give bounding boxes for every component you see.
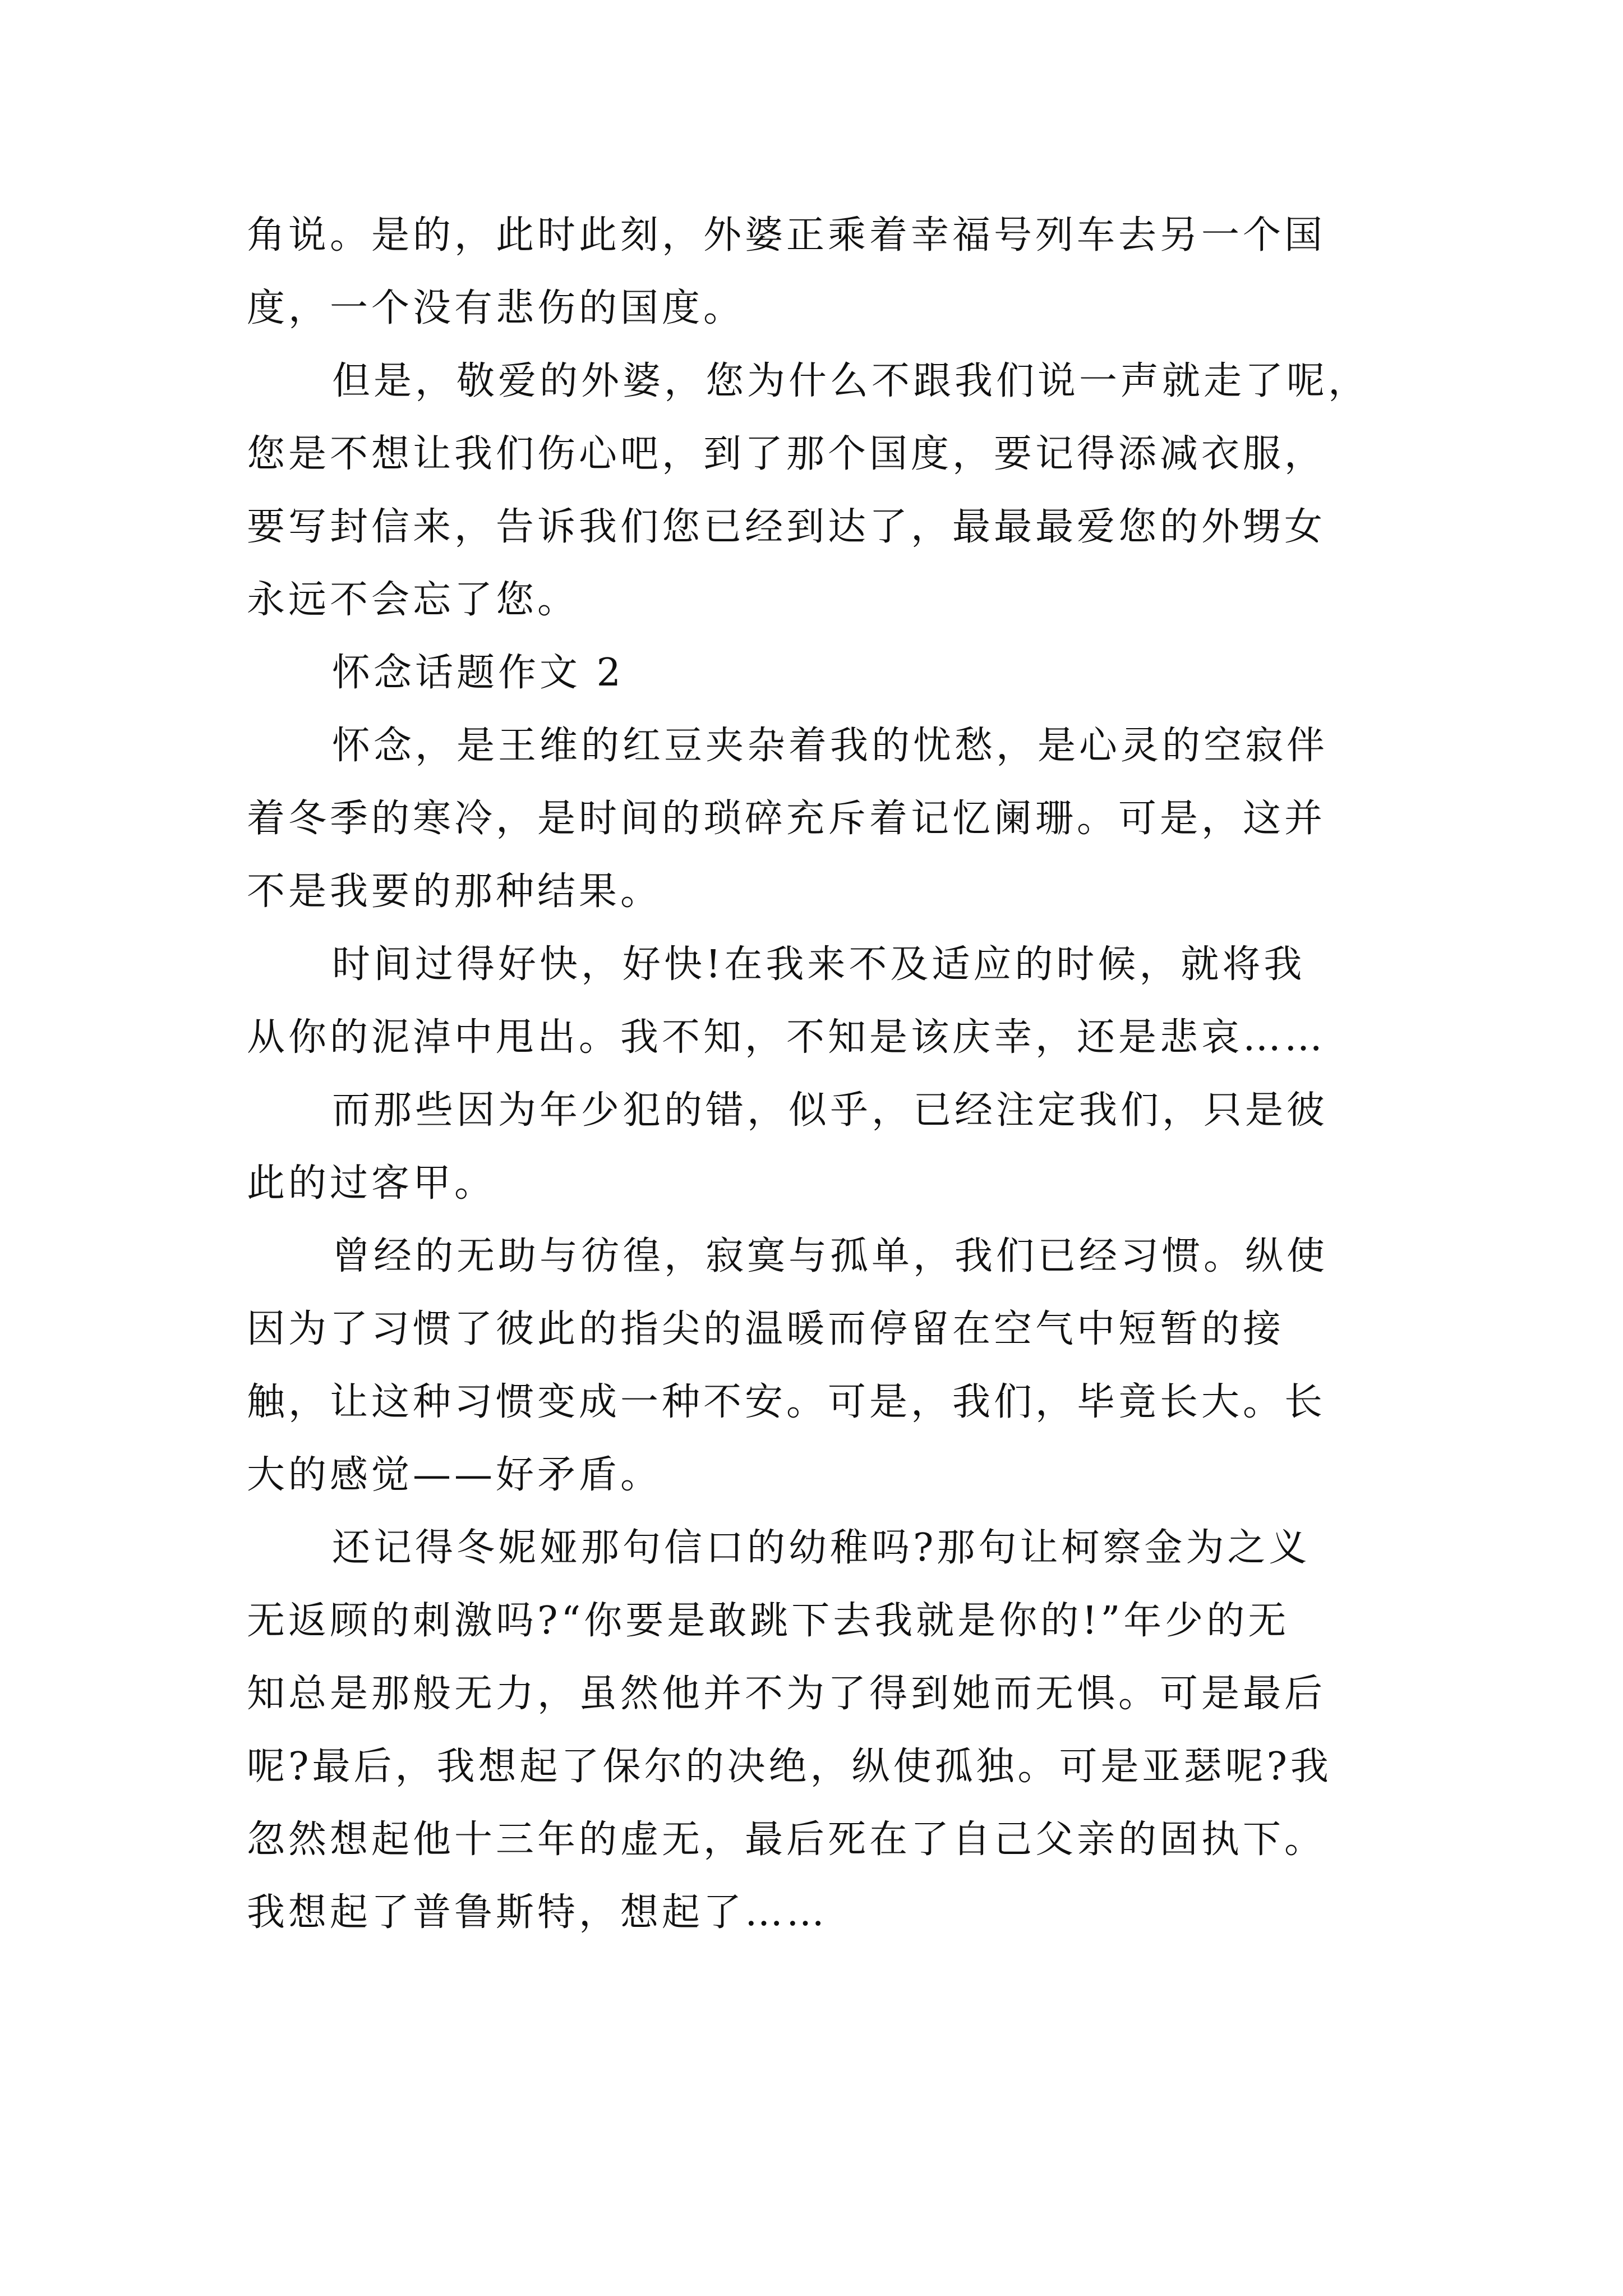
- text-line-10: 不是我要的那种结果。: [247, 869, 662, 914]
- text-line-5: 要写封信来，告诉我们您已经到达了，最最最爱您的外甥女: [247, 505, 1326, 549]
- text-line-13: 而那些因为年少犯的错，似乎，已经注定我们，只是彼: [332, 1088, 1329, 1133]
- text-line-16: 因为了习惯了彼此的指尖的温暖而停留在空气中短暂的接: [247, 1307, 1285, 1351]
- text-line-1: 角说。是的，此时此刻，外婆正乘着幸福号列车去另一个国: [247, 213, 1326, 257]
- text-line-3: 但是，敬爱的外婆，您为什么不跟我们说一声就走了呢，: [332, 359, 1370, 403]
- text-line-18: 大的感觉——好矛盾。: [247, 1453, 662, 1497]
- text-line-23: 忽然想起他十三年的虚无，最后死在了自己父亲的固执下。: [247, 1818, 1326, 1862]
- text-line-8: 怀念，是王维的红豆夹杂着我的忧愁，是心灵的空寂伴: [332, 724, 1329, 768]
- text-line-20: 无返顾的刺激吗?“你要是敢跳下去我就是你的!”年少的无: [247, 1599, 1290, 1643]
- text-line-4: 您是不想让我们伤心吧，到了那个国度，要记得添减衣服，: [247, 432, 1326, 476]
- text-line-15: 曾经的无助与彷徨，寂寞与孤单，我们已经习惯。纵使: [332, 1234, 1329, 1278]
- text-line-21: 知总是那般无力，虽然他并不为了得到她而无惧。可是最后: [247, 1672, 1326, 1716]
- text-line-12: 从你的泥淖中甩出。我不知，不知是该庆幸，还是悲哀……: [247, 1015, 1326, 1060]
- text-line-24: 我想起了普鲁斯特，想起了……: [247, 1890, 828, 1935]
- text-line-11: 时间过得好快，好快!在我来不及适应的时候，就将我: [332, 942, 1306, 987]
- text-line-2: 度，一个没有悲伤的国度。: [247, 286, 745, 330]
- text-line-17: 触，让这种习惯变成一种不安。可是，我们，毕竟长大。长: [247, 1380, 1326, 1424]
- text-line-22: 呢?最后，我想起了保尔的决绝，纵使孤独。可是亚瑟呢?我: [247, 1745, 1332, 1789]
- text-line-14: 此的过客甲。: [247, 1161, 496, 1205]
- text-line-19: 还记得冬妮娅那句信口的幼稚吗?那句让柯察金为之义: [332, 1526, 1311, 1570]
- document-page: [247, 199, 1419, 1949]
- text-line-9: 着冬季的寒冷，是时间的琐碎充斥着记忆阑珊。可是，这并: [247, 797, 1326, 841]
- text-line-6: 永远不会忘了您。: [247, 578, 579, 622]
- section-heading: 怀念话题作文 2: [332, 651, 624, 695]
